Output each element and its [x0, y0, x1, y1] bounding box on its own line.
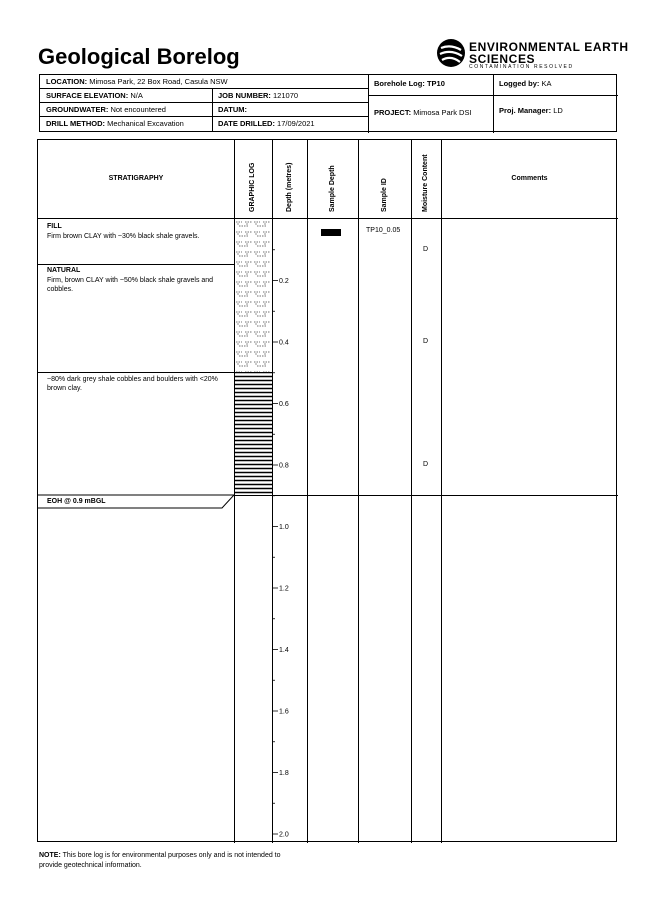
date-drilled-field: DATE DRILLED: 17/09/2021: [218, 119, 315, 128]
stratum-natural-label: NATURAL: [47, 267, 81, 274]
groundwater-field: GROUNDWATER: Not encountered: [46, 105, 166, 114]
stratigraphy-header: STRATIGRAPHY: [108, 175, 164, 182]
drill-method-field: DRILL METHOD: Mechanical Excavation: [46, 119, 184, 128]
sample-depth-header: Sample Depth: [329, 165, 336, 212]
surface-elevation-field: SURFACE ELEVATION: N/A: [46, 91, 143, 100]
moisture-header: Moisture Content: [422, 154, 429, 212]
graphic-log-pattern: [235, 219, 272, 495]
logged-by-field: Logged by: KA: [499, 79, 552, 88]
borelog-table: [37, 139, 617, 842]
sample-depth-marker: [321, 229, 341, 236]
logo-line2: SCIENCES: [469, 52, 536, 66]
stratum-natural-desc: Firm, brown CLAY with ~50% black shale gravels and cobbles.: [47, 277, 214, 293]
sample-id-header: Sample ID: [381, 178, 388, 212]
location-field: LOCATION: Mimosa Park, 22 Box Road, Casula NSW: [46, 77, 228, 86]
comments-header: Comments: [511, 175, 548, 182]
depth-scale: [272, 219, 308, 843]
depth-tick-label: 0.8: [279, 462, 289, 470]
logo-line1: ENVIRONMENTAL EARTH: [469, 40, 629, 54]
stratum-fill-desc: Firm brown CLAY with ~30% black shale gravels.: [47, 233, 200, 240]
datum-field: DATUM:: [218, 105, 248, 114]
footer-note: NOTE: This bore log is for environmental purposes only and is not intended to provide geotechnical information.: [39, 852, 281, 869]
depth-tick-label: 0.2: [279, 278, 289, 285]
moisture-value: D: [423, 461, 429, 468]
header-table: [39, 74, 617, 132]
project-field: PROJECT: Mimosa Park DSI: [374, 108, 472, 117]
stratum-shale-desc: ~80% dark grey shale cobbles and boulders with <20% brown clay.: [47, 376, 218, 392]
depth-tick-label: 1.2: [279, 585, 289, 593]
company-logo-icon: [436, 38, 466, 68]
job-number-field: JOB NUMBER: 121070: [218, 91, 299, 100]
eoh-label: EOH @ 0.9 mBGL: [47, 498, 106, 505]
page-title: Geological Borelog: [38, 44, 240, 69]
depth-tick-label: 0.4: [279, 339, 289, 347]
depth-tick-label: 1.4: [279, 647, 289, 654]
stratum-fill-label: FILL: [47, 223, 62, 230]
sample-id-value: TP10_0.05: [366, 227, 401, 234]
moisture-value: D: [423, 246, 429, 253]
project-manager-field: Proj. Manager: LD: [499, 106, 563, 115]
borehole-log-field: Borehole Log: TP10: [374, 79, 445, 88]
moisture-value: D: [423, 338, 429, 345]
depth-tick-label: 2.0: [279, 831, 289, 839]
logo-tagline: CONTAMINATION RESOLVED: [469, 64, 574, 70]
depth-header: Depth (metres): [286, 162, 293, 212]
depth-tick-label: 1.8: [279, 770, 289, 777]
depth-tick-label: 1.0: [279, 524, 289, 531]
depth-tick-label: 0.6: [279, 401, 289, 408]
depth-tick-label: 1.6: [279, 708, 289, 716]
graphic-log-header: GRAPHIC LOG: [249, 162, 256, 212]
